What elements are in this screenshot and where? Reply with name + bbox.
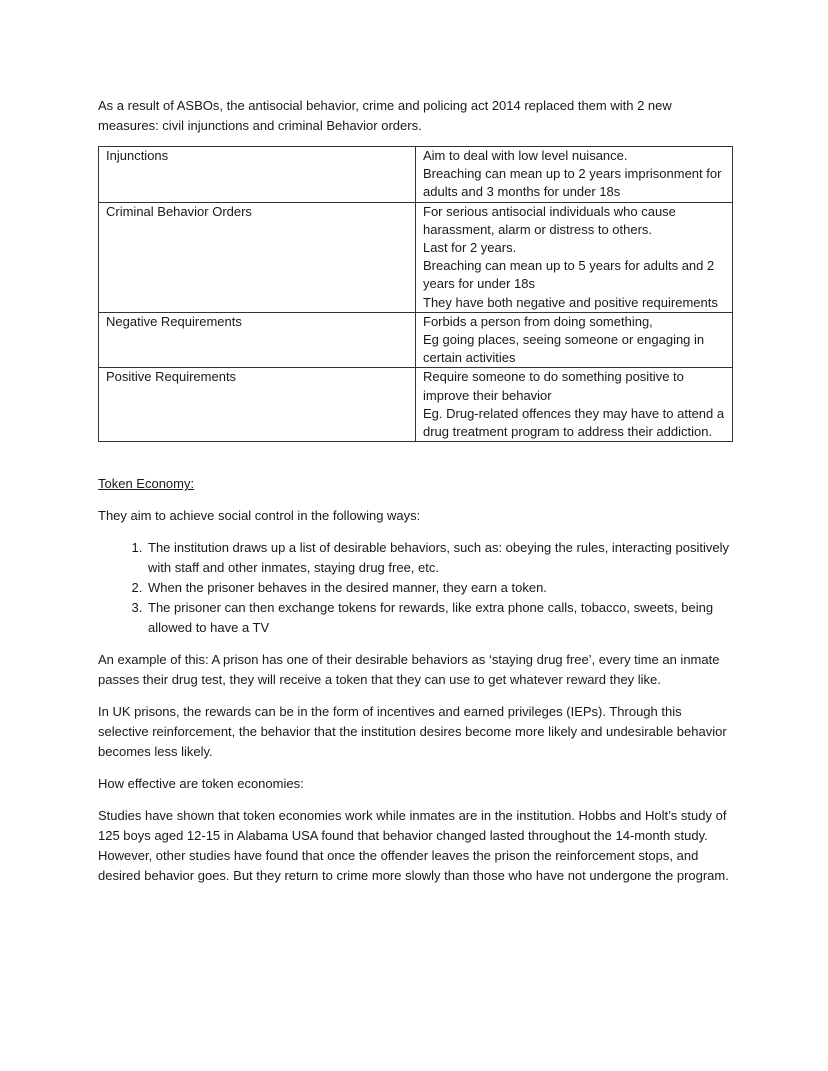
table-cell-term: Negative Requirements (99, 312, 416, 368)
description-line: Breaching can mean up to 5 years for adults and 2 years for under 18s (423, 258, 715, 292)
uk-prisons-paragraph: In UK prisons, the rewards can be in the form of incentives and earned privileges (IEPs). Through this selective reinforcement, the behavior that the institution desires become more likely and undesirable behavior becomes less likely. (98, 704, 727, 760)
table-cell-description (416, 147, 733, 203)
table-row (99, 147, 733, 203)
description-line: Require someone to do something positive to improve their behavior (423, 369, 684, 403)
document-page (98, 96, 732, 886)
table-row (99, 202, 733, 312)
table-cell-description (416, 202, 733, 312)
description-line: Forbids a person from doing something, (423, 313, 653, 329)
description-line: They have both negative and positive requirements (423, 294, 718, 310)
table-row (99, 368, 733, 442)
list-item: 2. When the prisoner behaves in the desired manner, they earn a token. (146, 578, 732, 598)
list-item: 1. The institution draws up a list of desirable behaviors, such as: obeying the rules, interacting positively with staff and other inmates, staying drug free, etc. (146, 538, 732, 578)
list-item: 3. The prisoner can then exchange tokens for rewards, like extra phone calls, tobacco, sweets, being allowed to have a TV (146, 598, 732, 638)
description-line: Aim to deal with low level nuisance. (423, 148, 628, 163)
intro-paragraph: As a result of ASBOs, the antisocial behavior, crime and policing act 2014 replaced them with 2 new measures: civil injunctions and criminal Behavior orders. (98, 98, 672, 133)
description-line: Eg. Drug-related offences they may have to attend a drug treatment program to address their addiction. (423, 405, 725, 440)
description-line: Eg going places, seeing someone or engaging in certain activities (423, 332, 705, 366)
token-economy-lead: They aim to achieve social control in the following ways: (98, 508, 421, 524)
table-cell-description (416, 312, 733, 368)
table-cell-description (416, 368, 733, 442)
effectiveness-heading: How effective are token economies: (98, 776, 304, 792)
table-row (99, 312, 733, 368)
token-economy-heading: Token Economy: (98, 476, 195, 492)
description-line: Breaching can mean up to 2 years imprisonment for adults and 3 months for under 18s (423, 166, 722, 200)
table-cell-term: Criminal Behavior Orders (99, 202, 416, 312)
table-cell-term: Positive Requirements (99, 368, 416, 442)
effectiveness-paragraph: Studies have shown that token economies work while inmates are in the institution. Hobbs and Holt’s study of 125 boys aged 12-15 in Alabama USA found that behavior changed lasted throughout the 14-month study. However, other studies have found that once the offender leaves the prison the reinforcement stops, and desired behavior goes. But they return to crime more slowly than those who have not undergone the program. (98, 808, 729, 884)
example-paragraph: An example of this: A prison has one of their desirable behaviors as ‘staying drug free’, every time an inmate passes their drug test, they will receive a token that they can use to get whatever reward they like. (98, 652, 720, 688)
description-line: Last for 2 years. (423, 240, 517, 256)
measures-table-body (99, 147, 733, 442)
description-line: For serious antisocial individuals who cause harassment, alarm or distress to others. (423, 203, 676, 237)
measures-table (98, 146, 733, 442)
token-economy-steps (98, 538, 732, 638)
table-cell-term: Injunctions (99, 147, 416, 203)
